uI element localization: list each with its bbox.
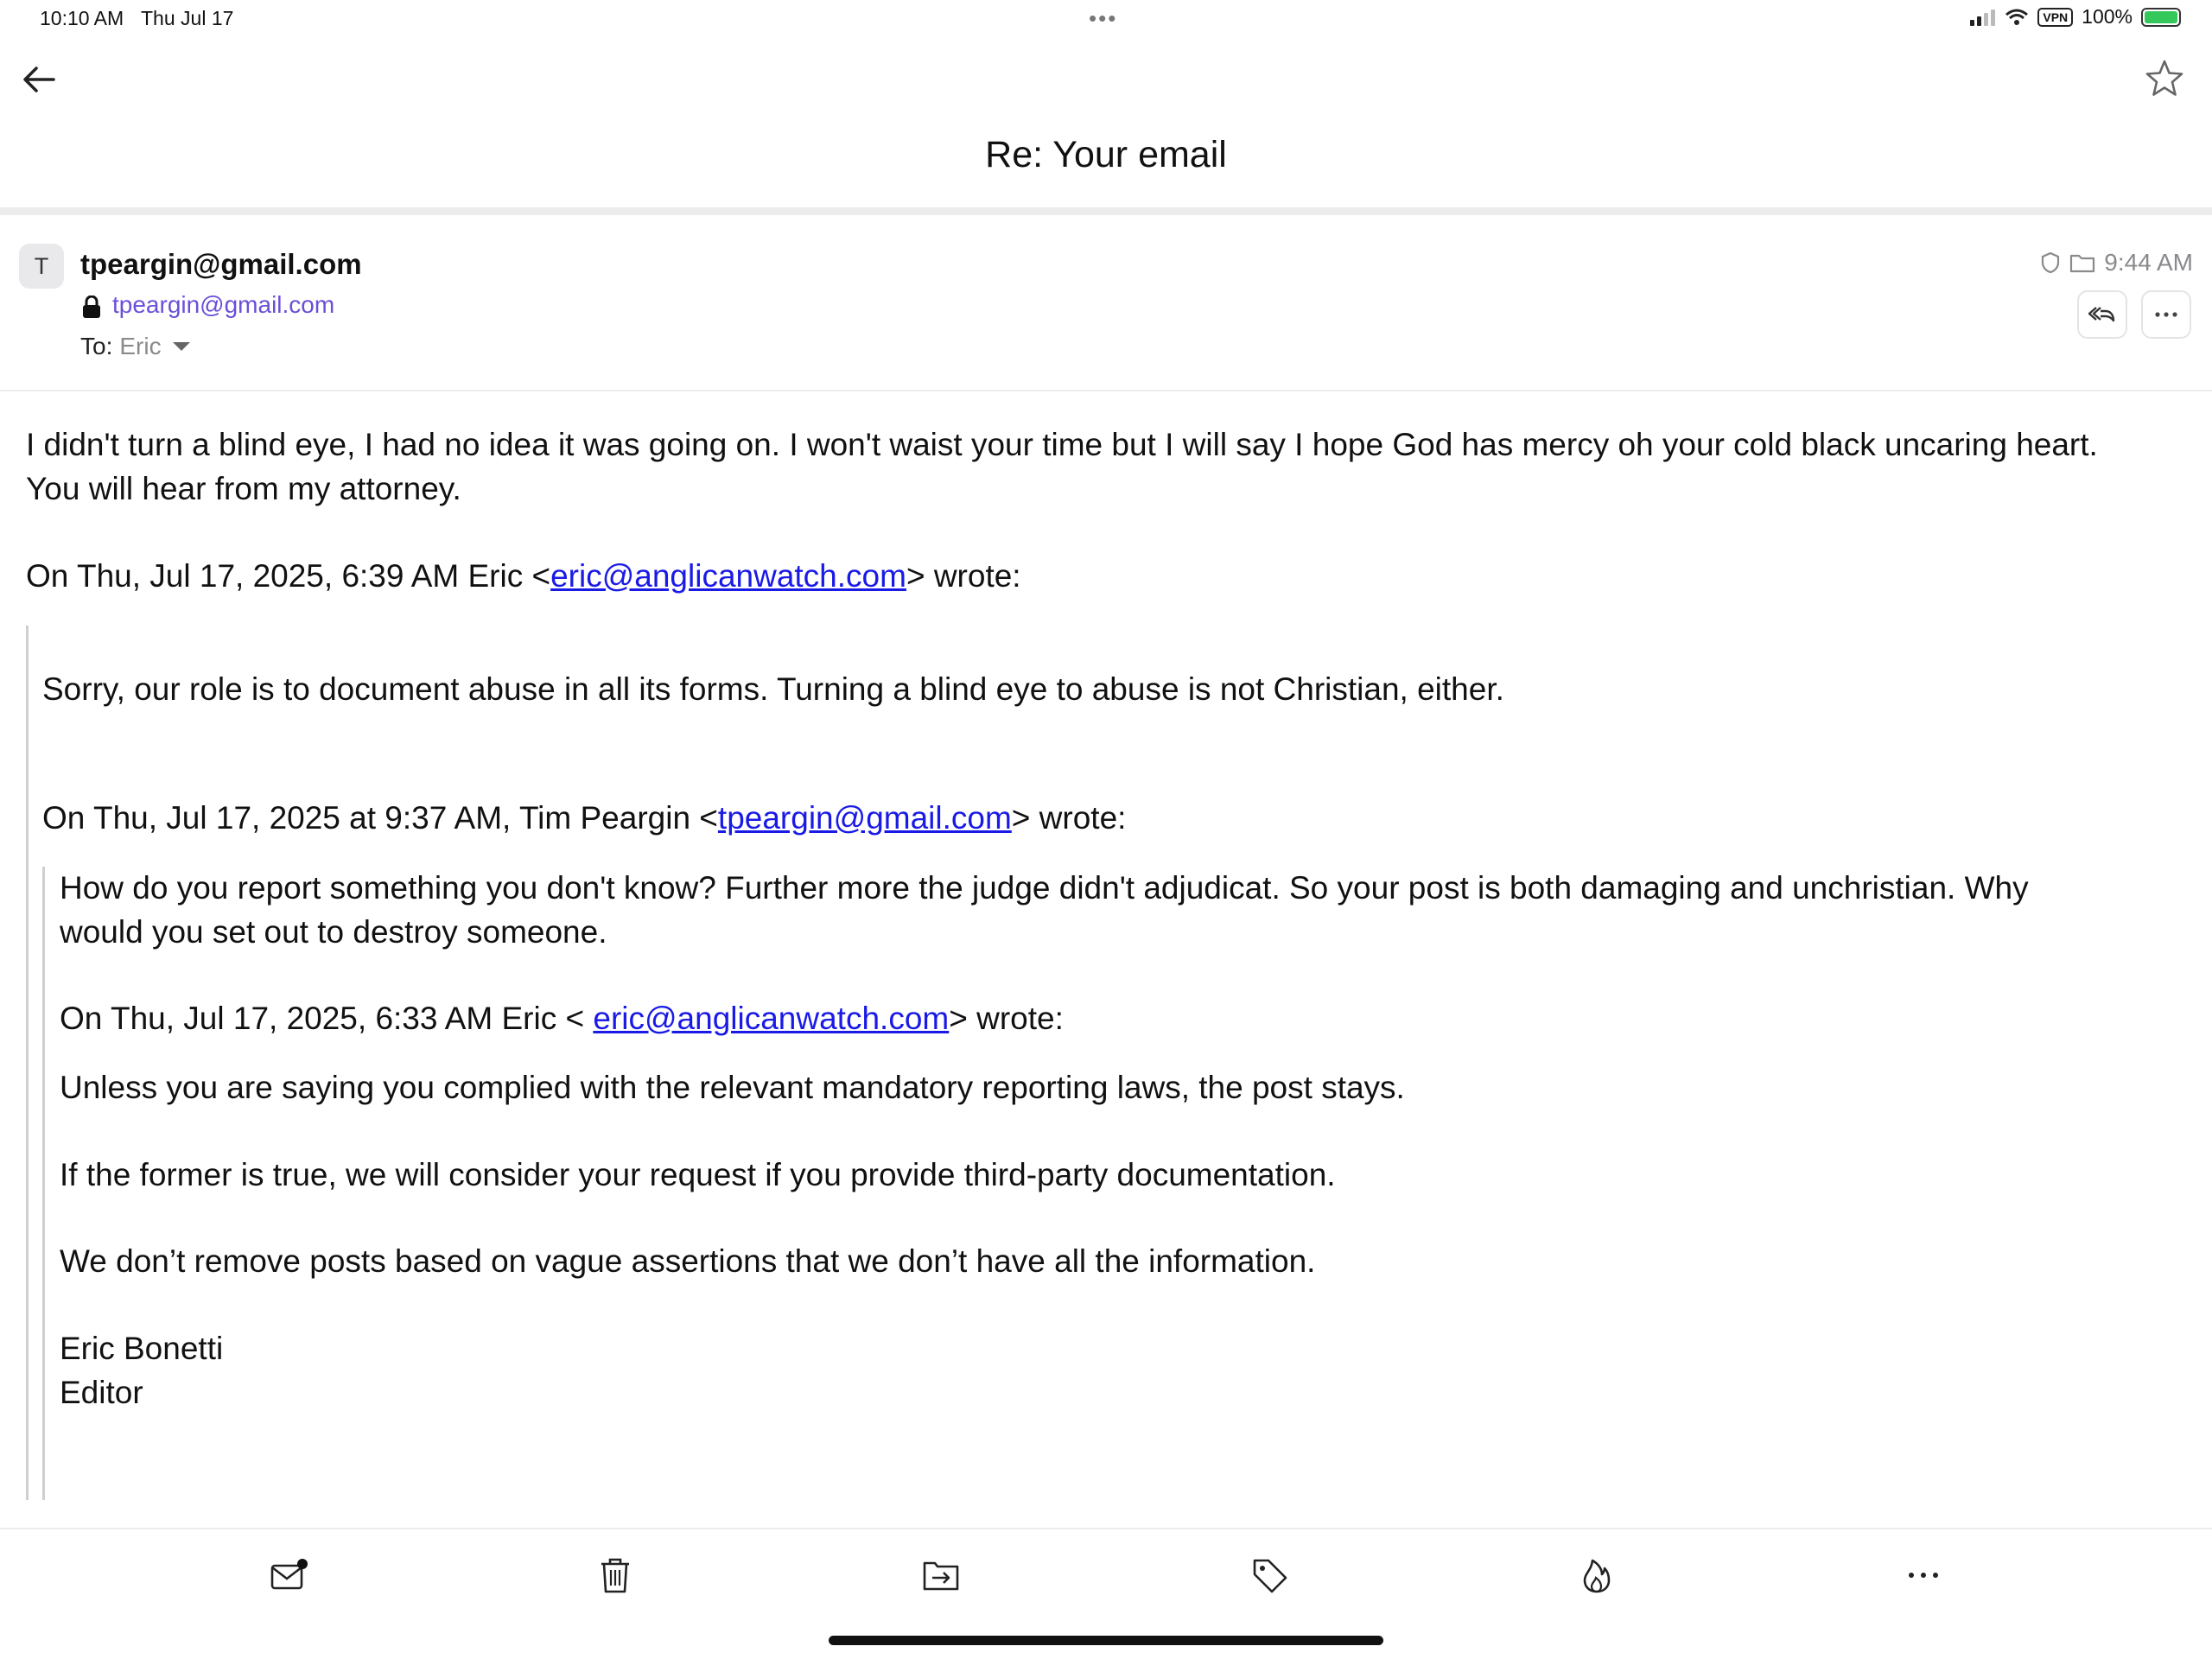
reply-line-2: You will hear from my attorney.	[26, 471, 461, 506]
signal-icon	[1968, 9, 1996, 26]
tag-icon[interactable]	[1249, 1555, 1291, 1595]
message-meta	[2040, 249, 2193, 276]
battery-fill	[2145, 11, 2177, 23]
signature-title: Editor	[60, 1375, 143, 1410]
star-icon[interactable]	[2143, 57, 2186, 100]
shield-icon	[2040, 251, 2061, 274]
flame-icon[interactable]	[1576, 1555, 1618, 1595]
toolbar-divider	[0, 1528, 2212, 1529]
wifi-icon	[2005, 8, 2029, 27]
sender-email[interactable]: tpeargin@gmail.com	[112, 291, 335, 318]
vpn-badge: VPN	[2037, 8, 2073, 27]
quote2-line-2: would you set out to destroy someone.	[60, 914, 607, 950]
email-subject: Re: Your email	[985, 134, 1227, 175]
quote1-attribution: On Thu, Jul 17, 2025, 6:39 AM Eric <eric@anglicanwatch.com> wrote:	[26, 558, 1021, 594]
message-time: 9:44 AM	[2104, 249, 2193, 276]
move-icon[interactable]	[921, 1555, 963, 1595]
reply-all-icon	[2088, 303, 2116, 326]
arrow-left-icon[interactable]	[19, 59, 60, 100]
status-indicators	[1968, 5, 2181, 29]
more-icon[interactable]	[1903, 1555, 1944, 1595]
quote3-paragraph-3: We don’t remove posts based on vague assertions that we don’t have all the information.	[60, 1243, 1316, 1279]
status-date: Thu Jul 17	[141, 7, 234, 29]
sender-divider	[0, 390, 2212, 391]
reply-line-1: I didn't turn a blind eye, I had no idea it was going on. I won't waist your time but I will say I hope God has mercy oh your cold black uncaring heart.	[26, 427, 2098, 462]
quote2-text	[60, 866, 2029, 954]
battery-icon	[2141, 8, 2181, 27]
header-divider	[0, 207, 2212, 215]
more-horizontal-icon	[2154, 311, 2178, 318]
battery-percent: 100%	[2082, 5, 2133, 28]
lock-icon	[82, 296, 101, 318]
signature	[60, 1326, 223, 1414]
quote2-email-link[interactable]: tpeargin@gmail.com	[717, 800, 1012, 836]
reply-button[interactable]	[2077, 290, 2127, 339]
chevron-down-icon[interactable]	[172, 340, 191, 353]
quote3-email-link[interactable]: eric@anglicanwatch.com	[593, 1001, 950, 1036]
status-time: 10:10 AM	[40, 7, 124, 29]
quote2-line-1: How do you report something you don't know? Further more the judge didn't adjudicat. So your post is both damaging and unchristian. Why	[60, 870, 2029, 906]
quote2-attribution: On Thu, Jul 17, 2025 at 9:37 AM, Tim Peargin <tpeargin@gmail.com> wrote:	[42, 800, 1127, 836]
sender-name[interactable]: tpeargin@gmail.com	[80, 248, 362, 280]
message-more-button[interactable]	[2141, 290, 2191, 339]
quote1-email-link[interactable]: eric@anglicanwatch.com	[550, 558, 906, 594]
avatar[interactable]: T	[19, 244, 64, 289]
to-label: To:	[80, 333, 113, 359]
to-recipient[interactable]: Eric	[119, 333, 162, 359]
quote3-paragraph-2: If the former is true, we will consider your request if you provide third-party documentation.	[60, 1157, 1336, 1192]
multitasking-dots-icon[interactable]: •••	[1089, 5, 1118, 31]
folder-icon	[2069, 252, 2095, 273]
quote1-text: Sorry, our role is to document abuse in all its forms. Turning a blind eye to abuse is not Christian, either.	[42, 671, 1504, 707]
quote-bar-outer	[26, 626, 29, 1500]
reply-body	[26, 423, 2195, 511]
mark-unread-icon[interactable]	[268, 1555, 309, 1595]
signature-name: Eric Bonetti	[60, 1331, 224, 1366]
quote3-attribution: On Thu, Jul 17, 2025, 6:33 AM Eric < eric@anglicanwatch.com> wrote:	[60, 1001, 1064, 1036]
quote3-paragraph-1: Unless you are saying you complied with the relevant mandatory reporting laws, the post stays.	[60, 1070, 1405, 1105]
quote-bar-inner	[42, 867, 45, 1500]
home-indicator[interactable]	[829, 1636, 1383, 1645]
trash-icon[interactable]	[594, 1555, 636, 1595]
recipients-row[interactable]	[80, 333, 191, 360]
